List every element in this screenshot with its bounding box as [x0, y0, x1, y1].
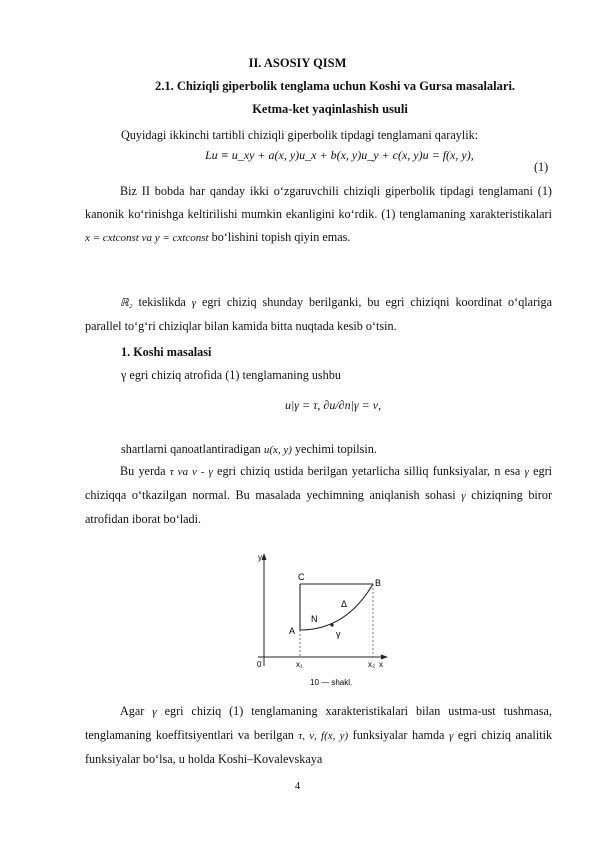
paragraph-plane	[85, 291, 552, 338]
tau-nu-symbol: τ va ν - γ	[169, 466, 213, 478]
intro-text: Quyidagi ikkinchi tartibli chiziqli giperbolik tipdagi tenglamani qaraylik:	[121, 128, 479, 142]
label-x1: x₁	[296, 660, 303, 669]
label-delta: Δ	[341, 599, 348, 609]
characteristics-formula: x = cxtconst va y = cxtconst	[85, 232, 209, 244]
plane-symbol: ℝ₂	[120, 297, 133, 309]
gamma-symbol: γ	[191, 297, 197, 309]
heading-subsection: 2.1. Chiziqli giperbolik tenglama uchun Koshi va Gursa masalalari.	[154, 79, 516, 93]
y-axis-arrow	[262, 553, 267, 560]
equation-number: (1)	[534, 160, 549, 174]
para2-text-a: tekislikda	[138, 295, 186, 309]
paragraph-solution	[121, 438, 377, 462]
paragraph-analytic	[85, 700, 552, 771]
gamma-symbol: γ	[524, 466, 529, 478]
label-n: N	[311, 614, 318, 624]
x-axis-arrow	[381, 655, 388, 660]
paragraph-characteristics	[85, 180, 552, 250]
para5-text-c: funksiyalar hamda	[352, 728, 445, 742]
cauchy-conditions: u|γ = τ, ∂u/∂n|γ = ν,	[285, 398, 382, 412]
koshi-intro-line: γ egri chiziq atrofida (1) tenglamaning ushbu	[121, 368, 341, 382]
para5-text-b: egri chiziq (1) tenglamaning xarakteristikalari bilan ustma-ust tushmasa, tenglamaning koeffitsiyentlari va berilgan	[85, 704, 552, 742]
para4-text-d: chiziqning biror atrofidan iborat bo‘ladi.	[85, 488, 553, 526]
point-on-curve	[330, 623, 333, 626]
gamma-symbol: γ	[152, 706, 157, 718]
label-c: C	[298, 572, 305, 582]
label-b: B	[375, 578, 382, 588]
label-a: A	[289, 626, 296, 636]
page-number: 4	[294, 781, 301, 792]
para1-text-b: bo‘lishini topish qiyin emas.	[211, 230, 351, 244]
para4-text-a: Bu yerda	[120, 464, 166, 478]
para4-text-b: egri chiziq ustida berilgan yetarlicha silliq funksiyalar, n esa	[217, 464, 521, 478]
label-x: x	[379, 660, 383, 669]
para5-text-d: egri chiziq analitik funksiyalar bo‘lsa, u holda Koshi–Kovalevskaya	[85, 728, 553, 766]
label-origin: 0	[257, 660, 262, 669]
label-x2: x₂	[368, 660, 376, 669]
para5-text-a: Agar	[120, 704, 145, 718]
gamma-symbol: γ	[461, 490, 466, 502]
given-functions-symbol: τ, ν, f(x, y)	[298, 730, 349, 742]
figure-caption: 10 — shakl.	[310, 678, 353, 687]
label-y: y	[258, 553, 262, 562]
para3-text-a: shartlarni qanoatlantiradigan	[121, 442, 261, 456]
label-gamma: γ	[336, 629, 341, 639]
heading-subsection-cont: Ketma-ket yaqinlashish usuli	[252, 102, 408, 116]
para4-text-c: egri chiziqqa o‘tkazilgan normal. Bu masalada yechimning aniqlanish sohasi	[85, 464, 553, 502]
section-title-koshi: 1. Koshi masalasi	[121, 345, 212, 359]
figure-10-diagram	[248, 550, 388, 695]
heading-section: II. ASOSIY QISM	[248, 56, 347, 70]
para1-text-a: Biz II bobda har qanday ikki o‘zgaruvchili chiziqli giperbolik tipdagi tenglamani (1) kanonik ko‘rinishga keltirilishi mumkin ekanligini ko‘rdik. (1) tenglamaning xarakteristikalari	[85, 184, 552, 221]
para3-text-b: yechimi topilsin.	[294, 442, 377, 456]
para2-text-b: egri chiziq shunday berilganki, bu egri chiziqni koordinat o‘qlariga parallel to‘g‘ri chiziqlar bilan kamida bitta nuqtada kesib o‘tsin.	[85, 295, 553, 333]
solution-symbol: u(x, y)	[263, 444, 292, 456]
equation-1: Lu ≡ u_xy + a(x, y)u_x + b(x, y)u_y + c(x, y)u = f(x, y),	[205, 148, 474, 162]
paragraph-definitions	[85, 460, 552, 531]
gamma-symbol: γ	[448, 730, 454, 742]
